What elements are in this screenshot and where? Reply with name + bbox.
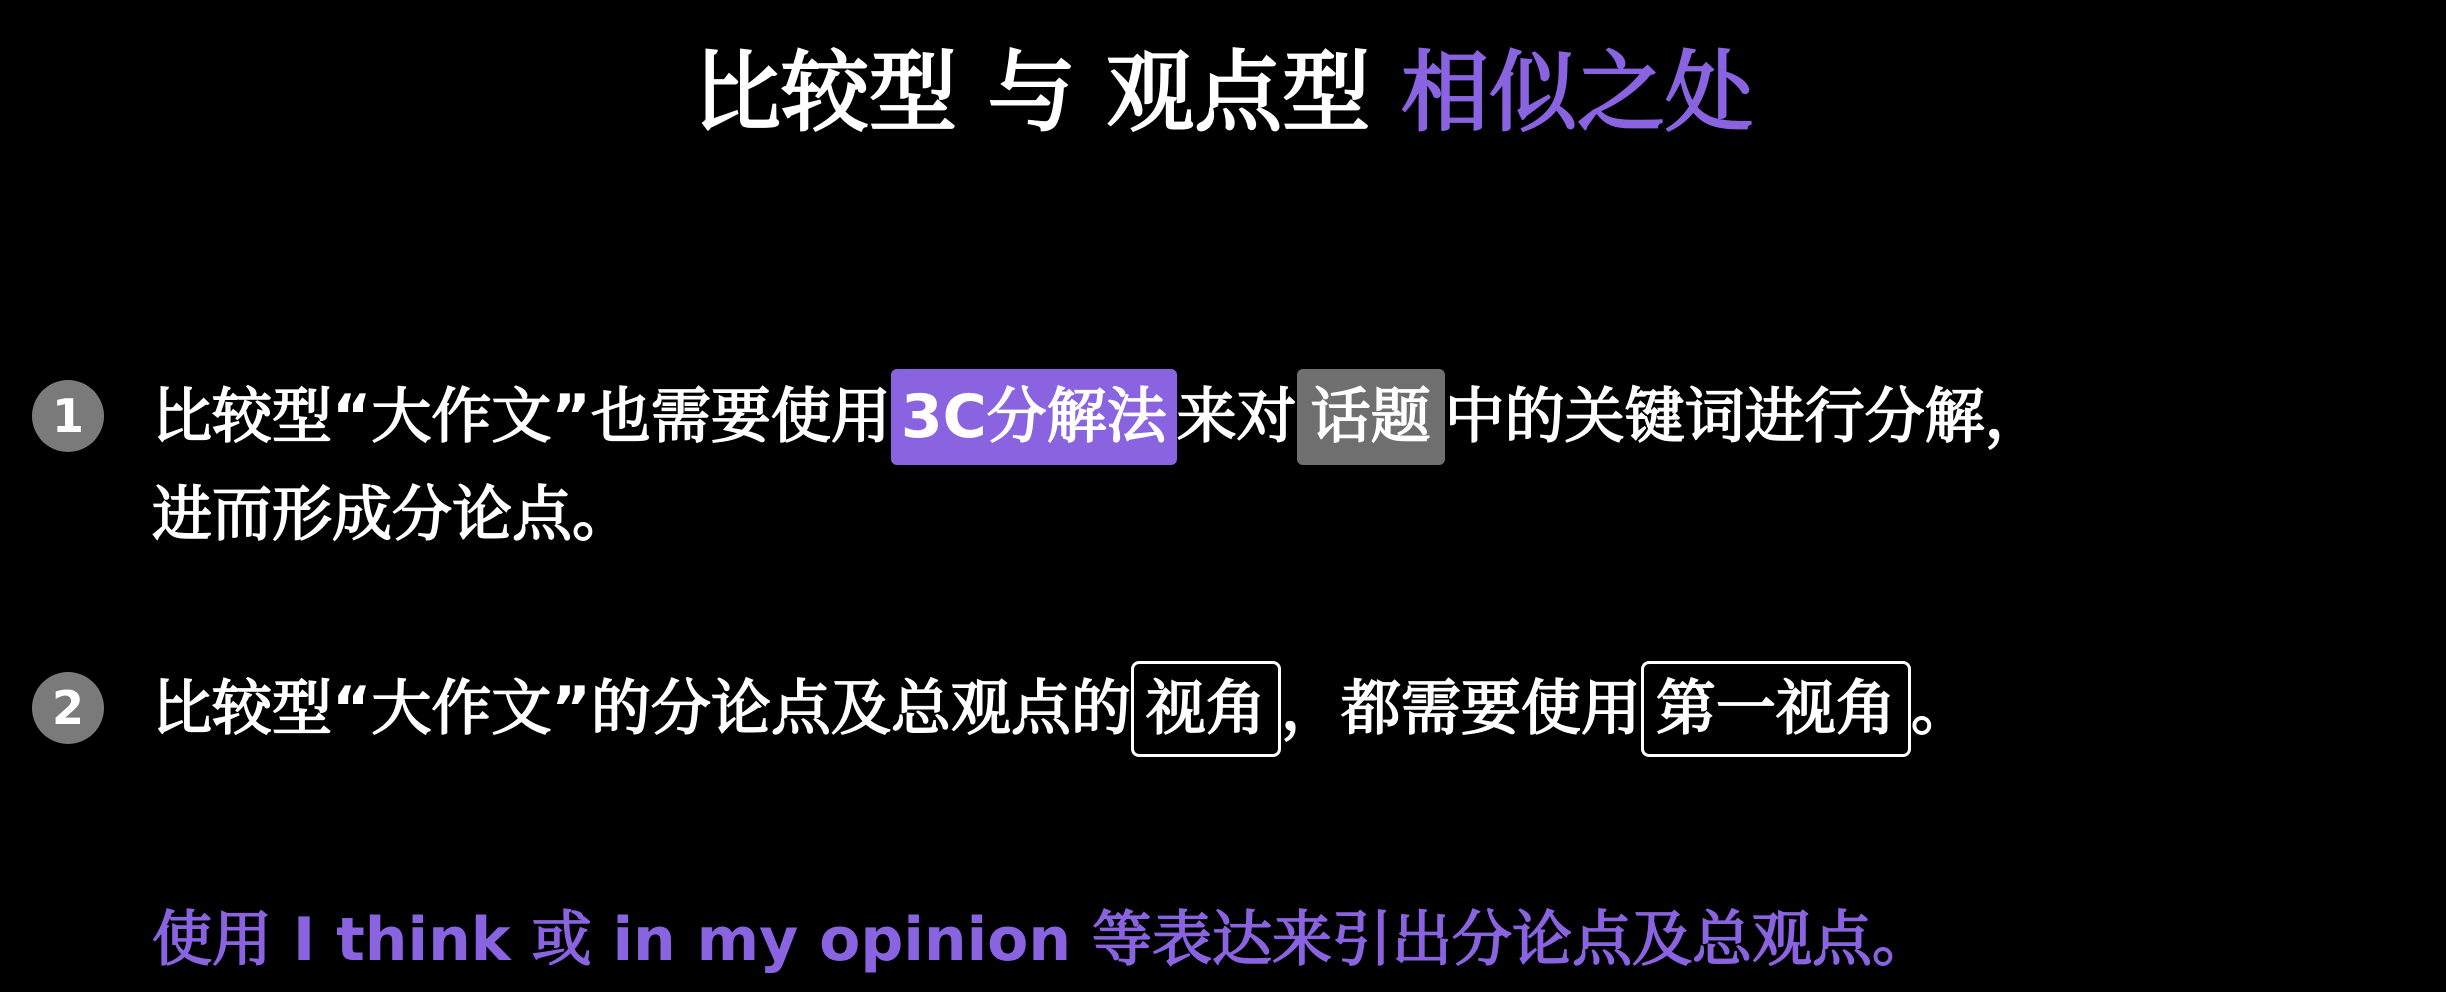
point-1-highlight-3c-method: 3C分解法	[891, 369, 1177, 465]
footer-note: 使用 I think 或 in my opinion 等表达来引出分论点及总观点。	[152, 905, 1932, 975]
slide-title	[0, 38, 2446, 148]
point-2-number-badge: 2	[32, 672, 104, 744]
point-2-text-pre: 比较型“大作文”的分论点及总观点的	[152, 674, 1131, 744]
point-1-text-mid: 来对	[1176, 382, 1297, 452]
point-2-boxed-perspective: 视角	[1131, 661, 1281, 757]
point-2-line	[152, 660, 1971, 758]
point-1-number-badge: 1	[32, 380, 104, 452]
point-2-text-mid: ，都需要使用	[1280, 674, 1641, 744]
point-2-boxed-first-person: 第一视角	[1641, 661, 1911, 757]
point-2-text-post: 。	[1910, 674, 1971, 744]
point-1-highlight-topic: 话题	[1297, 369, 1445, 465]
title-main: 比较型 与 观点型	[693, 41, 1371, 144]
title-accent: 相似之处	[1400, 41, 1753, 144]
point-1-line-1	[152, 368, 2045, 466]
point-1-text-post: 中的关键词进行分解，	[1444, 382, 2045, 452]
point-1-text-pre: 比较型“大作文”也需要使用	[152, 382, 891, 452]
point-1-line-2: 进而形成分论点。	[152, 480, 632, 550]
